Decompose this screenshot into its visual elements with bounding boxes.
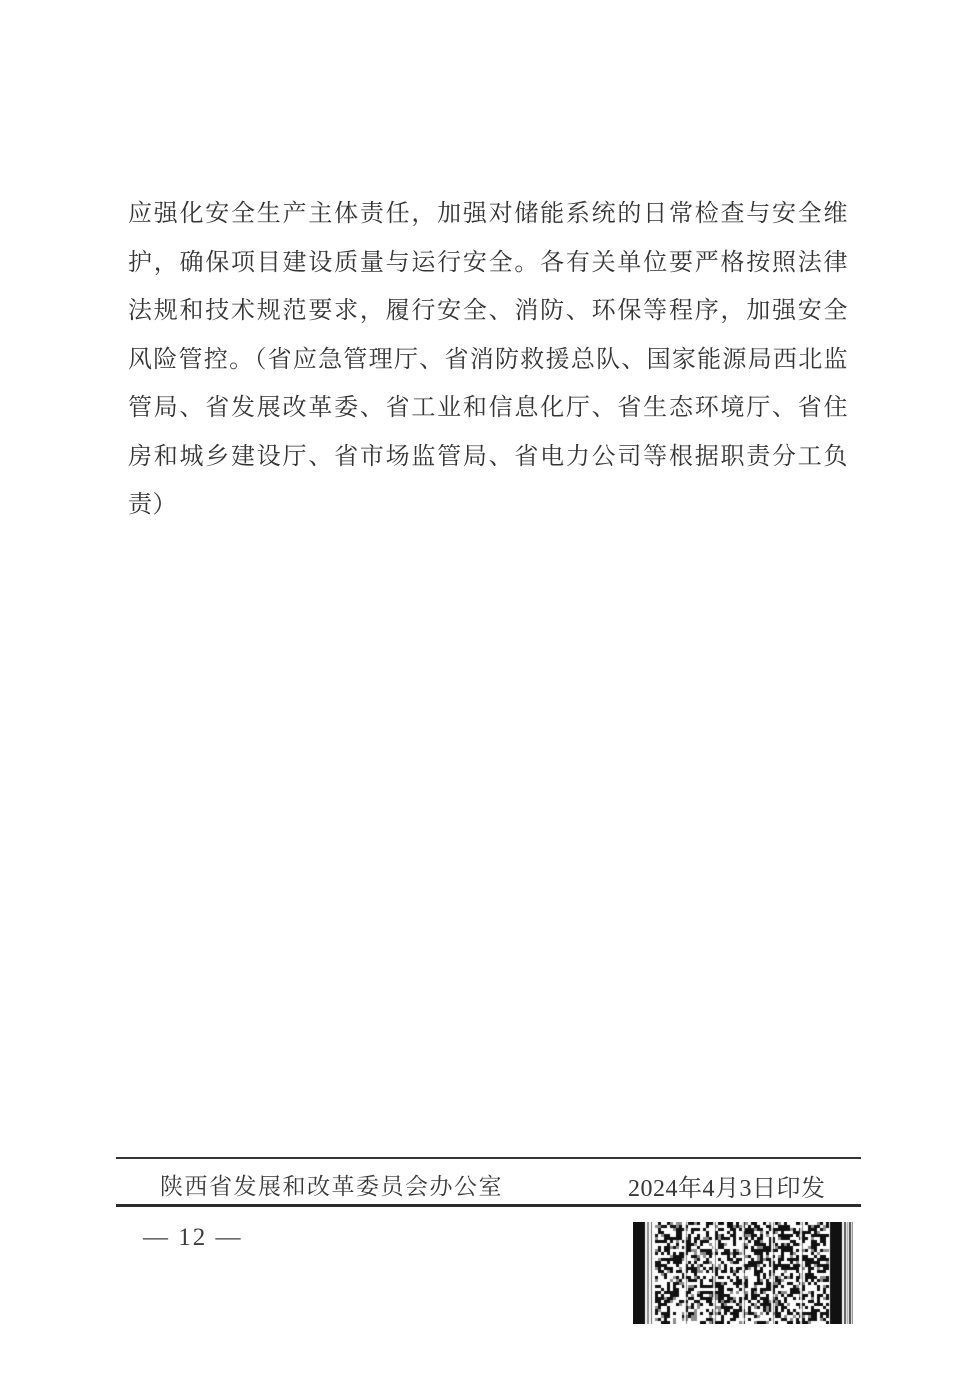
body-line: 法规和技术规范要求，履行安全、消防、环保等程序，加强安全 xyxy=(128,298,848,324)
body-paragraph xyxy=(128,190,848,530)
body-line: 应强化安全生产主体责任，加强对储能系统的日常检查与安全维 xyxy=(128,201,848,227)
body-line: 护，确保项目建设质量与运行安全。各有关单位要严格按照法律 xyxy=(128,249,848,276)
footer-issuer: 陕西省发展和改革委员会办公室 xyxy=(160,1174,503,1199)
body-line: 房和城乡建设厅、省市场监管局、省电力公司等根据职责分工负 xyxy=(128,443,848,470)
pdf417-barcode-icon xyxy=(633,1222,853,1324)
page-number: — 12 — xyxy=(143,1224,243,1251)
body-line: 风险管控。（省应急管理厅、省消防救援总队、国家能源局西北监 xyxy=(128,346,848,373)
footer-top-rule xyxy=(116,1157,861,1159)
body-line: 责） xyxy=(128,492,177,518)
footer-bottom-rule xyxy=(116,1204,861,1207)
footer-print-date: 2024年4月3日印发 xyxy=(628,1176,826,1202)
body-line: 管局、省发展改革委、省工业和信息化厅、省生态环境厅、省住 xyxy=(128,395,848,421)
